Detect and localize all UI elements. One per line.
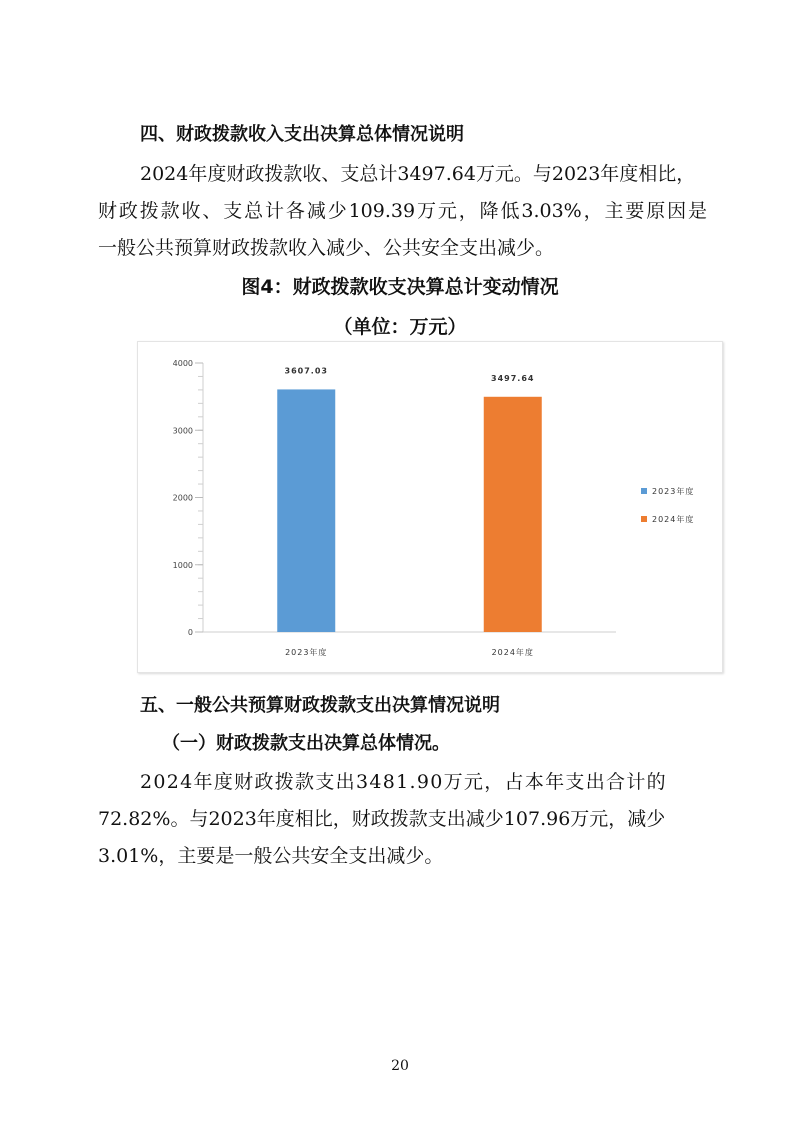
paragraph-line: 2024年度财政拨款支出3481.90万元，占本年支出合计的 [140, 771, 667, 793]
data-label: 3607.03 [284, 366, 328, 376]
x-tick-label: 2023年度 [285, 648, 328, 657]
legend-swatch [641, 488, 647, 494]
legend-label: 2023年度 [652, 487, 695, 496]
paragraph-line: 2024年度财政拨款收、支总计3497.64万元。与2023年度相比， [140, 163, 696, 185]
section-4-heading: 四、财政拨款收入支出决算总体情况说明 [140, 124, 464, 145]
x-tick-label: 2024年度 [491, 648, 534, 657]
paragraph-line: 财政拨款收、支总计各减少109.39万元，降低3.03%，主要原因是 [98, 200, 707, 222]
legend-label: 2024年度 [652, 515, 695, 524]
y-tick-label: 1000 [172, 560, 193, 570]
y-tick-label: 2000 [172, 493, 193, 503]
paragraph-line: 72.82%。与2023年度相比，财政拨款支出减少107.96万元，减少 [98, 808, 666, 830]
legend-swatch [641, 516, 647, 522]
y-tick-label: 4000 [172, 359, 193, 368]
chart-svg [138, 342, 722, 672]
bar-2 [484, 397, 542, 632]
paragraph-line: 3.01%，主要是一般公共安全支出减少。 [98, 845, 444, 867]
figure-unit: （单位：万元） [333, 316, 467, 338]
section-5-heading: 五、一般公共预算财政拨款支出决算情况说明 [140, 695, 500, 716]
page-number: 20 [391, 1058, 409, 1074]
section-5-subheading: （一）财政拨款支出决算总体情况。 [162, 733, 450, 754]
paragraph-line: 一般公共预算财政拨款收入减少、公共安全支出减少。 [98, 237, 555, 259]
y-tick-label: 3000 [172, 426, 193, 436]
bar-1 [277, 389, 335, 632]
y-tick-label: 0 [187, 628, 193, 637]
data-label: 3497.64 [491, 373, 535, 383]
bar-chart [137, 341, 723, 673]
figure-title: 图4：财政拨款收支决算总计变动情况 [241, 276, 559, 298]
